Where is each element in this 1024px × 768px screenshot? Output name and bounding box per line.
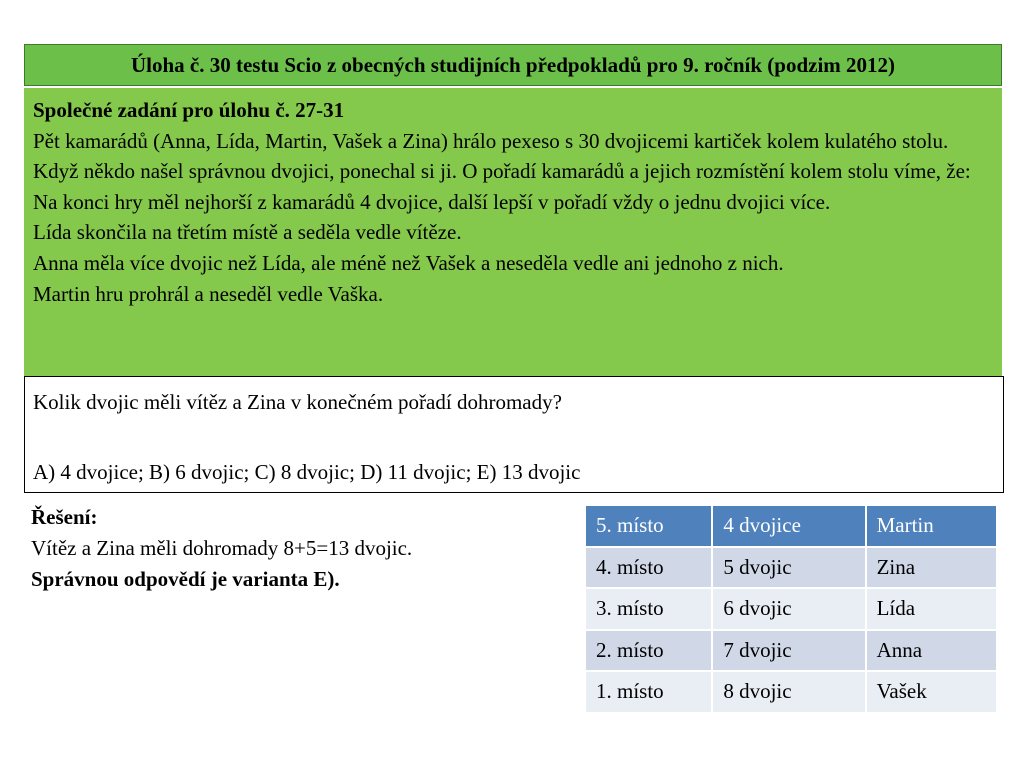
pairs-cell: 7 dvojic [712,630,865,672]
question-spacer [33,420,995,455]
slide-title-text: Úloha č. 30 testu Scio z obecných studijních předpokladů pro 9. ročník (podzim 2012) [130,52,896,77]
place-cell: 2. místo [585,630,712,672]
solution-block [31,502,571,595]
pairs-cell: 5 dvojic [712,547,865,589]
name-cell: Lída [866,588,997,630]
solution-heading: Řešení: [31,505,98,529]
ranking-table [584,504,998,714]
name-cell: Zina [866,547,997,589]
name-cell: Anna [866,630,997,672]
assignment-condition-3: Anna měla více dvojic než Lída, ale méně než Vašek a neseděla vedle ani jednoho z nich. [33,250,784,275]
pairs-cell: 8 dvojic [712,671,865,713]
table-row [585,630,997,672]
assignment-intro: Pět kamarádů (Anna, Lída, Martin, Vašek a Zina) hrálo pexeso s 30 dvojicemi kartiček kolem kulatého stolu. Když někdo našel správnou dvojici, ponechal si ji. O pořadí kamarádů a jejich rozmístění kolem stolu víme, že: [33,128,971,184]
solution-answer: Správnou odpovědí je varianta E). [31,567,340,591]
table-row [585,547,997,589]
name-cell: Vašek [866,671,997,713]
table-row [585,588,997,630]
assignment-heading: Společné zadání pro úlohu č. 27-31 [33,98,345,122]
shared-assignment [24,88,1002,376]
assignment-condition-2: Lída skončila na třetím místě a seděla vedle vítěze. [33,220,462,245]
assignment-condition-4: Martin hru prohrál a neseděl vedle Vaška. [33,281,384,306]
assignment-condition-1: Na konci hry měl nejhorší z kamarádů 4 dvojice, další lepší v pořadí vždy o jednu dvojici více. [33,189,831,214]
place-cell: 4. místo [585,547,712,589]
pairs-cell: 4 dvojice [712,505,865,547]
question-box [24,376,1004,493]
place-cell: 5. místo [585,505,712,547]
name-cell: Martin [866,505,997,547]
pairs-cell: 6 dvojic [712,588,865,630]
table-row [585,671,997,713]
solution-text: Vítěz a Zina měli dohromady 8+5=13 dvojic. [31,536,413,560]
question-text: Kolik dvojic měli vítěz a Zina v konečném pořadí dohromady? [33,390,562,414]
slide-title [24,44,1002,86]
table-row [585,505,997,547]
place-cell: 1. místo [585,671,712,713]
answer-options: A) 4 dvojice; B) 6 dvojic; C) 8 dvojic; D) 11 dvojic; E) 13 dvojic [33,460,581,484]
place-cell: 3. místo [585,588,712,630]
